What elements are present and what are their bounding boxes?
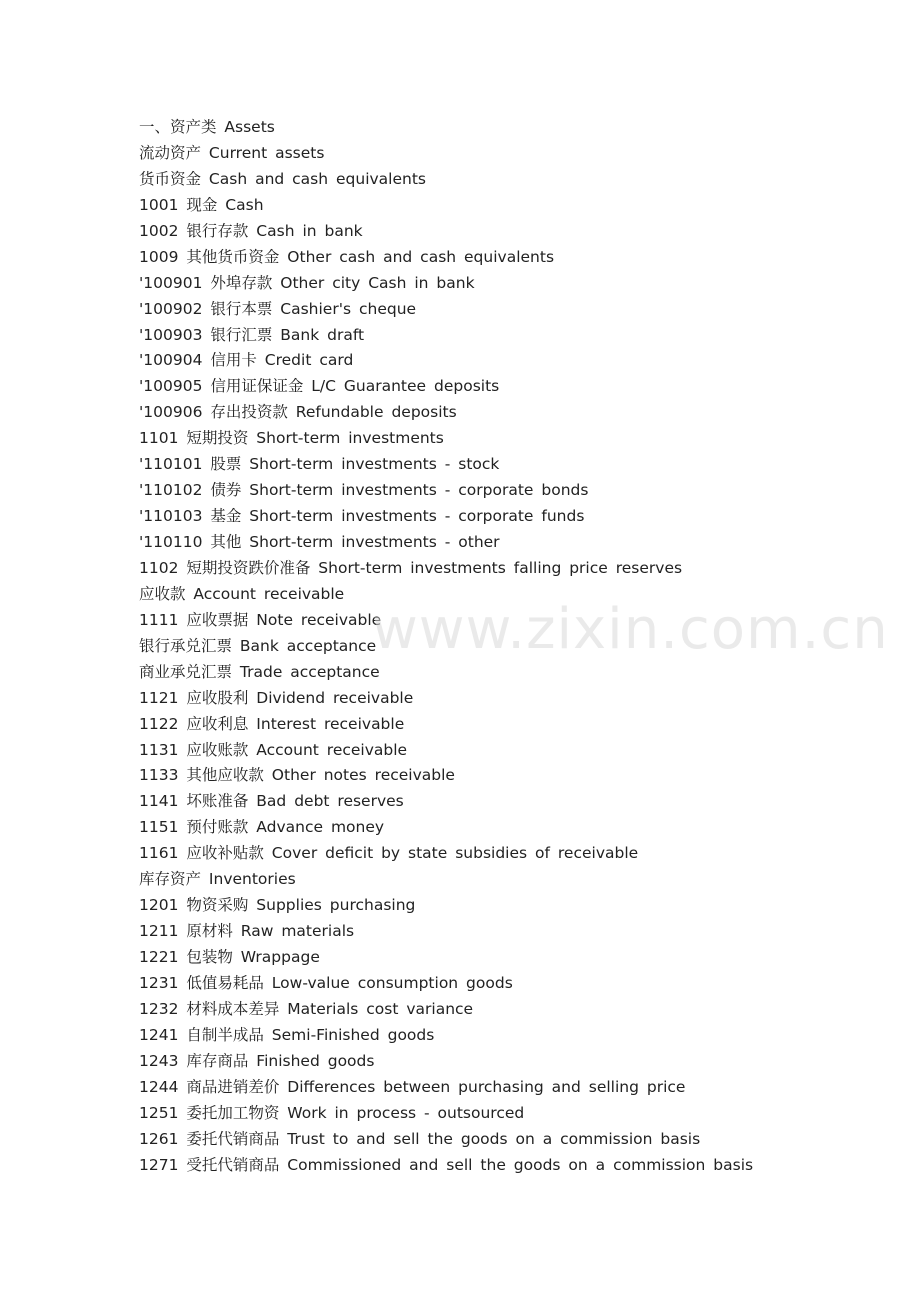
document-line: 1133 其他应收款 Other notes receivable: [139, 766, 455, 785]
document-line: '100901 外埠存款 Other city Cash in bank: [139, 273, 475, 292]
document-line: 1102 短期投资跌价准备 Short-term investments falling price reserves: [139, 558, 683, 577]
document-line: 1002 银行存款 Cash in bank: [139, 221, 363, 240]
document-line: 1121 应收股利 Dividend receivable: [139, 688, 414, 707]
document-line: 1243 库存商品 Finished goods: [139, 1051, 375, 1070]
document-line: 1111 应收票据 Note receivable: [139, 610, 382, 629]
watermark: www.zixin.com.cn: [372, 597, 889, 662]
document-line: 1241 自制半成品 Semi-Finished goods: [139, 1025, 435, 1044]
document-line: '100904 信用卡 Credit card: [139, 351, 354, 370]
document-line: 1101 短期投资 Short-term investments: [139, 429, 444, 448]
document-line: 货币资金 Cash and cash equivalents: [139, 169, 427, 188]
document-line: '110110 其他 Short-term investments - other: [139, 533, 500, 551]
document-line: '110101 股票 Short-term investments - stock: [139, 455, 500, 474]
document-line: 1271 受托代销商品 Commissioned and sell the goods on a commission basis: [139, 1155, 754, 1174]
document-line: 1141 坏账准备 Bad debt reserves: [139, 792, 404, 811]
document-line: '100903 银行汇票 Bank draft: [139, 325, 365, 344]
document-line: 1261 委托代销商品 Trust to and sell the goods on a commission basis: [139, 1129, 701, 1148]
document-line: 1251 委托加工物资 Work in process - outsourced: [139, 1103, 525, 1122]
document-line: 库存资产 Inventories: [139, 870, 296, 889]
document-line: 应收款 Account receivable: [139, 584, 345, 603]
document-line: '110102 债券 Short-term investments - corporate bonds: [139, 481, 589, 500]
document-line: 1001 现金 Cash: [139, 195, 264, 214]
document-line: 一、资产类 Assets: [139, 118, 275, 136]
document-line: 1232 材料成本差异 Materials cost variance: [139, 999, 474, 1018]
document-line: '100902 银行本票 Cashier's cheque: [139, 299, 417, 318]
document-line: '100906 存出投资款 Refundable deposits: [139, 403, 457, 422]
document-line: 1151 预付账款 Advance money: [139, 818, 385, 837]
document-line: 商业承兑汇票 Trade acceptance: [139, 662, 380, 681]
document-line: 1244 商品进销差价 Differences between purchasing and selling price: [139, 1077, 686, 1096]
document-line: 流动资产 Current assets: [139, 143, 325, 162]
document-line: 1211 原材料 Raw materials: [139, 922, 355, 941]
document-line: 1009 其他货币资金 Other cash and cash equivalents: [139, 247, 555, 266]
document-line: 1221 包装物 Wrappage: [139, 948, 320, 966]
document-line: 1131 应收账款 Account receivable: [139, 740, 408, 759]
document-line: 1231 低值易耗品 Low-value consumption goods: [139, 973, 513, 992]
document-line: 1201 物资采购 Supplies purchasing: [139, 896, 416, 915]
document-line: '110103 基金 Short-term investments - corporate funds: [139, 507, 585, 526]
account-code-list: [139, 115, 899, 1178]
document-line: 银行承兑汇票 Bank acceptance: [139, 636, 377, 655]
document-line: 1161 应收补贴款 Cover deficit by state subsidies of receivable: [139, 844, 639, 863]
document-line: 1122 应收利息 Interest receivable: [139, 714, 405, 733]
document-line: '100905 信用证保证金 L/C Guarantee deposits: [139, 377, 500, 396]
